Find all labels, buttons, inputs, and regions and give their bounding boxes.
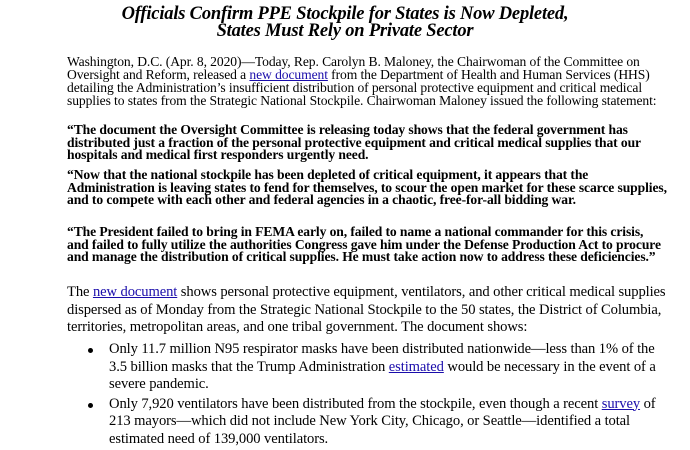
summary-new-document-link[interactable]: new document [92, 284, 178, 300]
bullet-1-text-start: Only 11.7 million N95 respirator masks have been distributed nationwide—less than 1% of the 3.5 billion masks that the Trump Administration [109, 341, 655, 375]
new-document-link[interactable]: new document [249, 67, 328, 82]
quote-paragraph-2: “Now that the national stockpile has been depleted of critical equipment, it appears that the Administration is leaving states to fend for themselves, to scour the open market for these scarce supplies, and to compete with each other and federal agencies in a chaotic, free-for-all bidding war. [67, 167, 667, 208]
bullet-icon [88, 403, 93, 408]
findings-list [88, 341, 658, 450]
summary-text: shows personal protective equipment, ventilators, and other critical medical supplies dispersed as of Monday from the Strategic National Stockpile to the 50 states, the District of Columbia, territories, metropolitan areas, and one tribal government. The document shows: [67, 284, 666, 335]
estimated-link[interactable]: estimated [388, 358, 444, 375]
intro-text-end: from the Department of Health and Human Services (HHS) detailing the Administration’s insufficient distribution of personal protective equipment and critical medical supplies to states from the Strategic National Stockpile. Chairwoman Maloney issued the following statement: [67, 67, 657, 108]
title-line-1: Officials Confirm PPE Stockpile for States is Now Depleted, [121, 4, 569, 24]
summary-prefix: The [67, 284, 93, 300]
page-title [0, 6, 690, 40]
bullet-icon [88, 348, 93, 353]
bullet-1-text-end: would be necessary in the event of a severe pandemic. [109, 358, 656, 392]
bullet-2-text-end: of 213 mayors—which did not include New York City, Chicago, or Seattle—identified a total estimated need of 139,000 ventilators. [109, 395, 656, 447]
survey-link[interactable]: survey [601, 395, 641, 412]
quote-paragraph-3: “The President failed to bring in FEMA early on, failed to name a national commander for this crisis, and failed to fully utilize the authorities Congress gave him under the Defense Production Act to procure and manage the distribution of critical supplies. He must take action now to address these deficiencies.” [67, 224, 661, 265]
intro-paragraph [67, 55, 667, 107]
intro-text-start: Washington, D.C. (Apr. 8, 2020)—Today, Rep. Carolyn B. Maloney, the Chairwoman of the Committee on Oversight and Reform, released a [67, 54, 640, 82]
summary-paragraph [67, 284, 667, 337]
bullet-2-text-start: Only 7,920 ventilators have been distributed from the stockpile, even though a recent [109, 395, 602, 412]
quote-paragraph-1: “The document the Oversight Committee is releasing today shows that the federal government has distributed just a fraction of the personal protective equipment and critical medical supplies that our hospitals and medical first responders urgently need. [67, 122, 641, 163]
list-item [88, 341, 658, 394]
title-line-2: States Must Rely on Private Sector [216, 21, 474, 41]
list-item [88, 396, 658, 449]
